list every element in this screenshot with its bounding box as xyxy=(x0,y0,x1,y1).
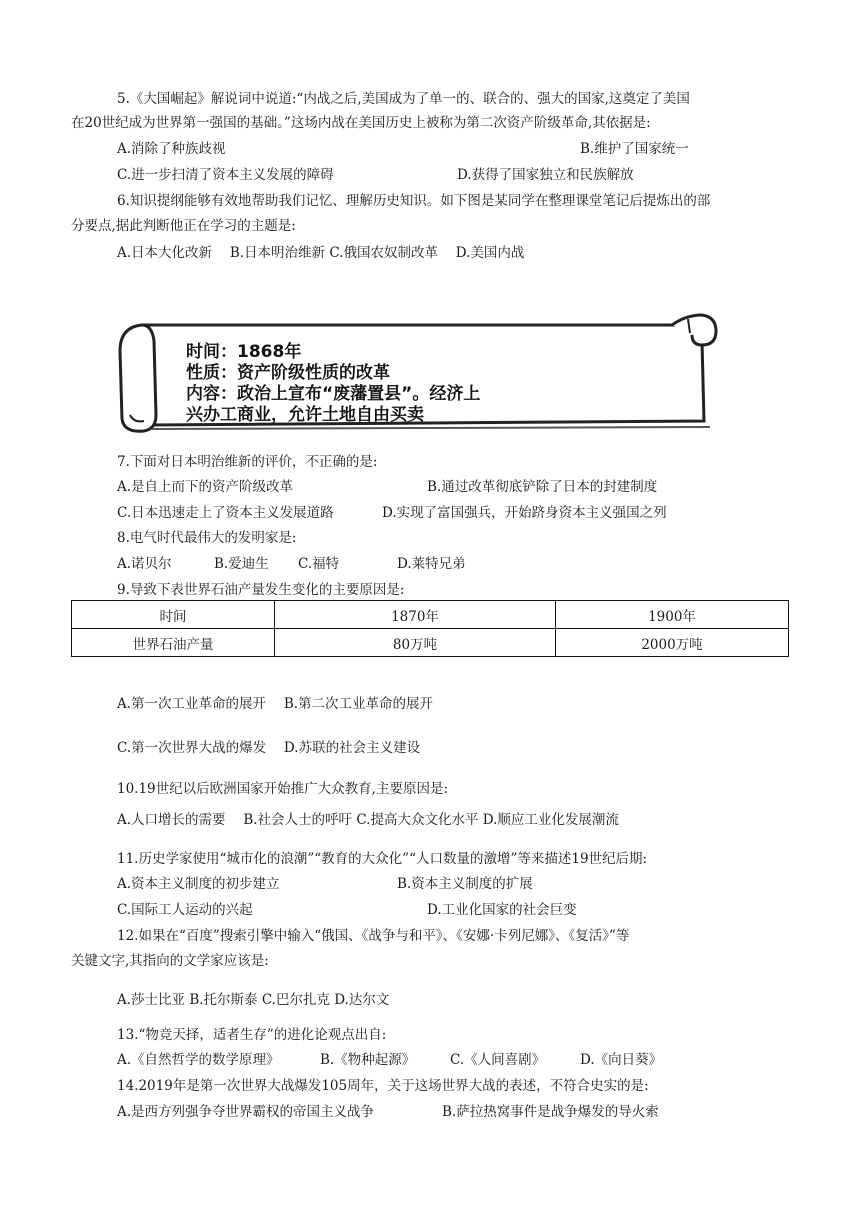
q14-stem: 14.2019年是第一次世界大战爆发105周年，关于这场世界大战的表述，不符合史实的是: xyxy=(117,1078,649,1094)
q8-option-c: C.福特 xyxy=(298,556,340,572)
q5-option-d: D.获得了国家独立和民族解放 xyxy=(457,167,634,183)
q14-option-b: B.萨拉热窝事件是战争爆发的导火索 xyxy=(442,1104,659,1120)
q7-option-a: A.是自上而下的资产阶级改革 xyxy=(117,479,294,495)
q6-stem-line1: 6.知识提纲能够有效地帮助我们记忆、理解历史知识。如下图是某同学在整理课堂笔记后提炼出的部 xyxy=(117,193,711,209)
table-header-row xyxy=(72,601,789,629)
scroll-line-content-cont: 兴办工商业，允许土地自由买卖 xyxy=(186,405,424,425)
q11-option-a: A.资本主义制度的初步建立 xyxy=(117,876,280,892)
scroll-text xyxy=(186,342,706,426)
q7-option-c: C.日本迅速走上了资本主义发展道路 xyxy=(117,505,334,521)
q5-option-b: B.维护了国家统一 xyxy=(580,141,689,157)
q8-option-a: A.诺贝尔 xyxy=(117,556,172,572)
q11-option-b: B.资本主义制度的扩展 xyxy=(397,876,533,892)
q11-stem: 11.历史学家使用“城市化的浪潮”“教育的大众化”“人口数量的激增”等来描述19世纪后期: xyxy=(117,851,648,867)
q6-stem-line2: 分要点,据此判断他正在学习的主题是: xyxy=(71,218,296,234)
q13-stem: 13.“物竞天择，适者生存”的进化论观点出自: xyxy=(117,1027,387,1043)
q6-options: A.日本大化改新 B.日本明治维新 C.俄国农奴制改革 D.美国内战 xyxy=(117,245,525,261)
q12-stem-line1: 12.如果在“百度”搜索引擎中输入“俄国、《战争与和平》、《安娜·卡列尼娜》、《复活》”等 xyxy=(117,928,630,944)
q5-option-a: A.消除了种族歧视 xyxy=(117,141,226,157)
scroll-line-content: 内容：政治上宣布“废藩置县”。经济上 xyxy=(186,384,481,404)
q12-options: A.莎士比亚 B.托尔斯泰 C.巴尔扎克 D.达尔文 xyxy=(117,992,390,1008)
q8-option-b: B.爱迪生 xyxy=(214,556,269,572)
q11-option-d: D.工业化国家的社会巨变 xyxy=(427,902,577,918)
q10-options: A.人口增长的需要 B.社会人士的呼吁 C.提高大众文化水平 D.顺应工业化发展潮流 xyxy=(117,812,619,828)
q13-option-a: A.《自然哲学的数学原理》 xyxy=(117,1052,280,1068)
q13-option-c: C.《人间喜剧》 xyxy=(450,1052,546,1068)
table-header-cell: 1900年 xyxy=(556,601,789,629)
scroll-line-nature: 性质：资产阶级性质的改革 xyxy=(186,363,390,383)
table-header-cell: 1870年 xyxy=(275,601,556,629)
q11-option-c: C.国际工人运动的兴起 xyxy=(117,902,253,918)
q5-stem-line2: 在20世纪成为世界第一强国的基础。”这场内战在美国历史上被称为第二次资产阶级革命,其依据是: xyxy=(71,115,651,131)
q7-option-b: B.通过改革彻底铲除了日本的封建制度 xyxy=(427,479,658,495)
q12-stem-line2: 关键文字,其指向的文学家应该是: xyxy=(71,953,269,969)
q5-stem-line1: 5.《大国崛起》解说词中说道:“内战之后,美国成为了单一的、联合的、强大的国家,这奠定了美国 xyxy=(117,91,690,107)
q9-options-cd: C.第一次世界大战的爆发 D.苏联的社会主义建设 xyxy=(117,740,421,756)
q9-options-ab: A.第一次工业革命的展开 B.第二次工业革命的展开 xyxy=(117,696,434,712)
q8-stem: 8.电气时代最伟大的发明家是: xyxy=(117,530,297,546)
oil-production-table xyxy=(71,600,789,657)
q10-stem: 10.19世纪以后欧洲国家开始推广大众教育,主要原因是: xyxy=(117,781,448,797)
scroll-line-time: 时间：1868年 xyxy=(186,342,302,362)
q14-option-a: A.是西方列强争夺世界霸权的帝国主义战争 xyxy=(117,1104,375,1120)
q13-option-b: B.《物种起源》 xyxy=(320,1052,416,1068)
table-row xyxy=(72,629,789,657)
q8-option-d: D.莱特兄弟 xyxy=(397,556,466,572)
table-cell: 世界石油产量 xyxy=(72,629,275,657)
table-cell: 80万吨 xyxy=(275,629,556,657)
q13-option-d: D.《向日葵》 xyxy=(580,1052,663,1068)
table-cell: 2000万吨 xyxy=(556,629,789,657)
q7-option-d: D.实现了富国强兵，开始跻身资本主义强国之列 xyxy=(382,505,667,521)
q5-option-c: C.进一步扫清了资本主义发展的障碍 xyxy=(117,167,334,183)
q9-stem: 9.导致下表世界石油产量发生变化的主要原因是: xyxy=(117,582,405,598)
table-header-cell: 时间 xyxy=(72,601,275,629)
q7-stem: 7.下面对日本明治维新的评价，不正确的是: xyxy=(117,454,378,470)
